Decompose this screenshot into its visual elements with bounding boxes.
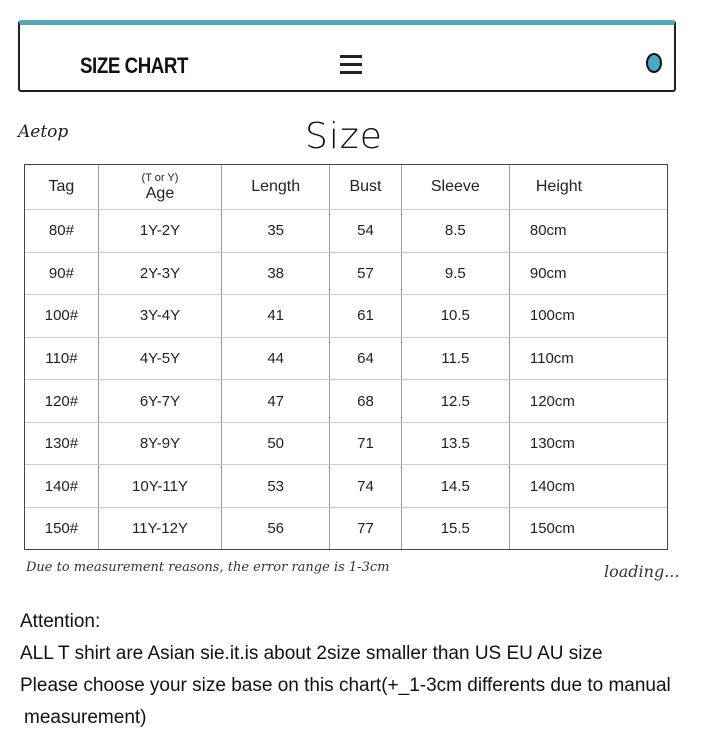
cell-sleeve: 15.5 — [401, 508, 509, 549]
cell-length: 50 — [222, 422, 330, 465]
cell-length: 53 — [222, 465, 330, 508]
cell-length: 38 — [222, 252, 330, 295]
table-row — [25, 422, 667, 465]
cell-tag: 100# — [25, 295, 98, 338]
cell-bust: 64 — [330, 337, 402, 380]
hamburger-menu-icon[interactable] — [340, 55, 362, 75]
cell-bust: 71 — [330, 422, 402, 465]
header-age-label: Age — [145, 184, 175, 202]
table-row — [25, 337, 667, 380]
header-age — [98, 165, 221, 210]
attention-line-3: measurement) — [24, 707, 147, 728]
cell-sleeve: 9.5 — [401, 252, 509, 295]
attention-block — [20, 606, 700, 734]
cell-tag: 80# — [25, 210, 98, 253]
brand-name: Aetop — [18, 122, 69, 142]
header-sleeve: Sleeve — [401, 165, 509, 210]
cell-height: 140cm — [509, 465, 667, 508]
cell-sleeve: 13.5 — [401, 422, 509, 465]
cell-length: 47 — [222, 380, 330, 423]
cell-tag: 120# — [25, 380, 98, 423]
measurement-note: Due to measurement reasons, the error range is 1-3cm — [26, 560, 390, 575]
table-row — [25, 508, 667, 549]
cell-height: 150cm — [529, 520, 575, 538]
cell-height: 90cm — [509, 252, 667, 295]
cell-age: 1Y-2Y — [98, 210, 221, 253]
cell-bust: 57 — [330, 252, 402, 295]
cell-tag: 140# — [25, 465, 98, 508]
cell-tag: 110# — [25, 337, 98, 380]
cell-age: 10Y-11Y — [98, 465, 221, 508]
cell-age: 6Y-7Y — [98, 380, 221, 423]
cell-tag: 150# — [25, 508, 98, 549]
table-row — [25, 465, 667, 508]
cell-age: 4Y-5Y — [98, 337, 221, 380]
cell-height: 100cm — [509, 295, 667, 338]
cell-bust: 74 — [330, 465, 402, 508]
cell-bust: 61 — [330, 295, 402, 338]
cell-height: 120cm — [509, 380, 667, 423]
cell-sleeve: 14.5 — [401, 465, 509, 508]
header-age-sub: (T or Y) — [141, 171, 179, 184]
table-row — [25, 295, 667, 338]
cell-length: 56 — [222, 508, 330, 549]
cell-length: 41 — [222, 295, 330, 338]
cell-length: 44 — [222, 337, 330, 380]
cell-length: 35 — [222, 210, 330, 253]
header-height: Height — [509, 165, 667, 210]
table-row — [25, 210, 667, 253]
size-chart-header — [18, 20, 676, 92]
cell-height: 110cm — [509, 337, 667, 380]
cell-height: 130cm — [509, 422, 667, 465]
header-title: SIZE CHART — [80, 53, 188, 78]
cell-age: 11Y-12Y — [98, 508, 221, 549]
attention-line-2: Please choose your size base on this chart(+_1-3cm differents due to manual — [20, 675, 671, 696]
cell-bust: 77 — [330, 508, 402, 549]
cell-bust: 54 — [330, 210, 402, 253]
cell-age: 2Y-3Y — [98, 252, 221, 295]
cell-sleeve: 12.5 — [401, 380, 509, 423]
cell-sleeve: 11.5 — [401, 337, 509, 380]
attention-line-1: ALL T shirt are Asian sie.it.is about 2size smaller than US EU AU size — [20, 643, 603, 664]
header-tag: Tag — [25, 165, 98, 210]
loading-text: loading... — [604, 562, 680, 581]
cell-tag: 130# — [25, 422, 98, 465]
cell-sleeve: 8.5 — [401, 210, 509, 253]
table-header-row — [25, 165, 667, 210]
table-row — [25, 380, 667, 423]
cell-tag: 90# — [25, 252, 98, 295]
circle-dot-icon[interactable] — [646, 53, 662, 73]
cell-age: 8Y-9Y — [98, 422, 221, 465]
size-table — [24, 164, 668, 550]
cell-sleeve: 10.5 — [401, 295, 509, 338]
header-bust: Bust — [330, 165, 402, 210]
table-row — [25, 252, 667, 295]
cell-height: 80cm — [509, 210, 667, 253]
size-heading: Size — [305, 116, 383, 157]
cell-bust: 68 — [330, 380, 402, 423]
attention-title: Attention: — [20, 611, 101, 632]
cell-age: 3Y-4Y — [98, 295, 221, 338]
header-length: Length — [222, 165, 330, 210]
